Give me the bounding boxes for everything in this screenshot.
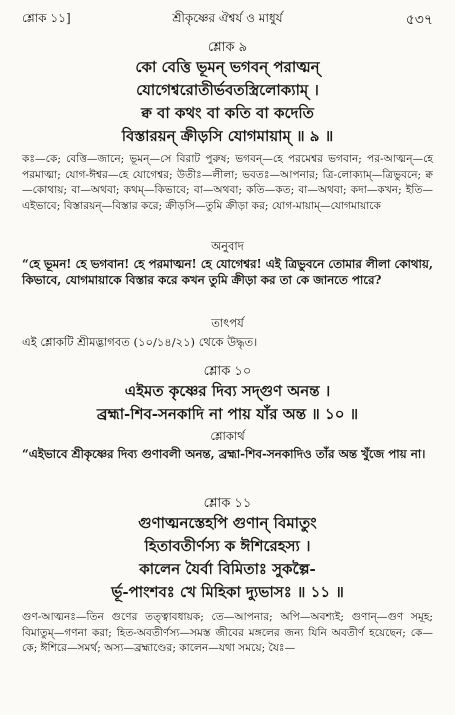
verse-9-title: শ্লোক ৯ bbox=[207, 40, 248, 55]
verse-11-title: শ্লোক ১১ bbox=[203, 496, 252, 511]
running-head-title: শ্রীকৃষ্ণের ঐশ্বর্য ও মাধুর্য bbox=[172, 11, 283, 25]
purport-heading-block bbox=[22, 315, 433, 334]
translation-heading: অনুবাদ bbox=[211, 239, 244, 253]
verse-11-line-2: হিতাবতীর্ণস্য ক ঈশিরেহস্য । bbox=[144, 537, 311, 555]
verse-10-line-2: ব্রহ্মা-শিব-সনকাদি না পায় যাঁর অন্ত ॥ ১০ ॥ bbox=[96, 405, 359, 423]
verse-9-translation-block bbox=[22, 256, 433, 288]
verse-11-line-3: কালেন যৈর্বা বিমিতাঃ সুকল্পৈ- bbox=[139, 560, 316, 578]
purport-heading: তাৎপর্য bbox=[211, 316, 244, 330]
verse-10-meaning: “এইভাবে শ্রীকৃষ্ণের দিব্য গুণাবলী অনন্ত, ব্রহ্মা-শিব-সনকাদিও তাঁর অন্ত খুঁজে পায় না। bbox=[22, 447, 426, 461]
verse-10-line-1: এইমত কৃষ্ণের দিব্য সদ্‌গুণ অনন্ত । bbox=[124, 382, 331, 400]
verse-10-meaning-block bbox=[22, 446, 433, 462]
verse-9-line-4: বিস্তারয়ন্ ক্রীড়সি যোগমায়াম্ ॥ ৯ ॥ bbox=[121, 127, 334, 145]
page-number: ৫৩৭ bbox=[405, 12, 433, 28]
verse-11-line-1: গুণাত্মনস্তেহপি গুণান্ বিমাতুং bbox=[138, 514, 317, 532]
verse-10-text bbox=[22, 380, 433, 426]
verse-9-translation: “হে ভূমন! হে ভগবান! হে পরমাত্মন! হে যোগেশ্বর! এই ত্রিভুবনে তোমার লীলা কোথায়, কিভাবে, যোগমায়াকে বিস্তার করে কখন তুমি ক্রীড়া কর তা কে জানতে পারে? bbox=[22, 257, 433, 287]
verse-9-synonyms: কঃ—কে; বেত্তি—জানে; ভূমন্—সে বিরাট পুরুষ; ভগবন্—হে পরমেশ্বর ভগবান; পর-আত্মন্—হে পরমাত্মা; যোগ-ঈশ্বর—হে যোগেশ্বর; উতীঃ—লীলা; ভবতঃ—আপনার; ত্রি-লোক্যাম্—ত্রিভুবনে; ক্ব—কোথায়; বা—অথবা; কথম্—কিভাবে; বা—অথবা; কতি—কত; বা—অথবা; কদা—কখন; ইতি—এইভাবে; বিস্তারয়ন্—বিস্তার করে; ক্রীড়সি—তুমি ক্রীড়া কর; যোগ-মায়াম্—যোগমায়াকে bbox=[22, 153, 433, 212]
purport-block bbox=[22, 334, 433, 353]
verse-11-synonyms-block bbox=[22, 610, 433, 657]
verse-11-line-4: র্ভূ-পাংশবঃ খে মিহিকা দ্যুভাসঃ ॥ ১১ ॥ bbox=[111, 583, 344, 601]
verse-9-translation-heading-block bbox=[22, 238, 433, 257]
verse-9-line-3: ক্ব বা কথং বা কতি বা কদেতি bbox=[141, 104, 314, 122]
verse-11-synonyms: গুণ-আত্মনঃ—তিন গুণের তত্ত্বাবধায়ক; তে—আপনার; অপি—অবশ্যই; গুণান্—গুণ সমূহ; বিমাতুম্—গণনা করা; হিত-অবতীর্ণস্য—সমস্ত জীবের মঙ্গলের জন্য যিনি অবতীর্ণ হয়েছেন; কে—কে; ঈশিরে—সমর্থ; অস্য—ব্রহ্মাণ্ডের; কালেন—যথা সময়ে; যৈঃ— bbox=[22, 611, 433, 654]
page-header bbox=[22, 6, 433, 28]
verse-9-synonyms-block bbox=[22, 152, 433, 214]
verse-10-title: শ্লোক ১০ bbox=[203, 364, 252, 379]
verse-9-line-2: যোগেশ্বরোতীর্ভবতস্ত্রিলোক্যাম্ । bbox=[136, 81, 319, 99]
verse-9-line-1: কো বেত্তি ভূমন্ ভগবন্ পরাত্মন্ bbox=[135, 58, 320, 76]
verse-9-purport: এই শ্লোকটি শ্রীমদ্ভাগবত (১০/১৪/২১) থেকে উদ্ধৃত। bbox=[22, 335, 258, 349]
meaning-heading: শ্লোকার্থ bbox=[210, 429, 245, 443]
verse-10-meaning-heading-block bbox=[22, 428, 433, 447]
verse-11-text bbox=[22, 512, 433, 604]
verse-9-text bbox=[22, 56, 433, 148]
running-head-verse: শ্লোক ১১] bbox=[22, 11, 71, 25]
